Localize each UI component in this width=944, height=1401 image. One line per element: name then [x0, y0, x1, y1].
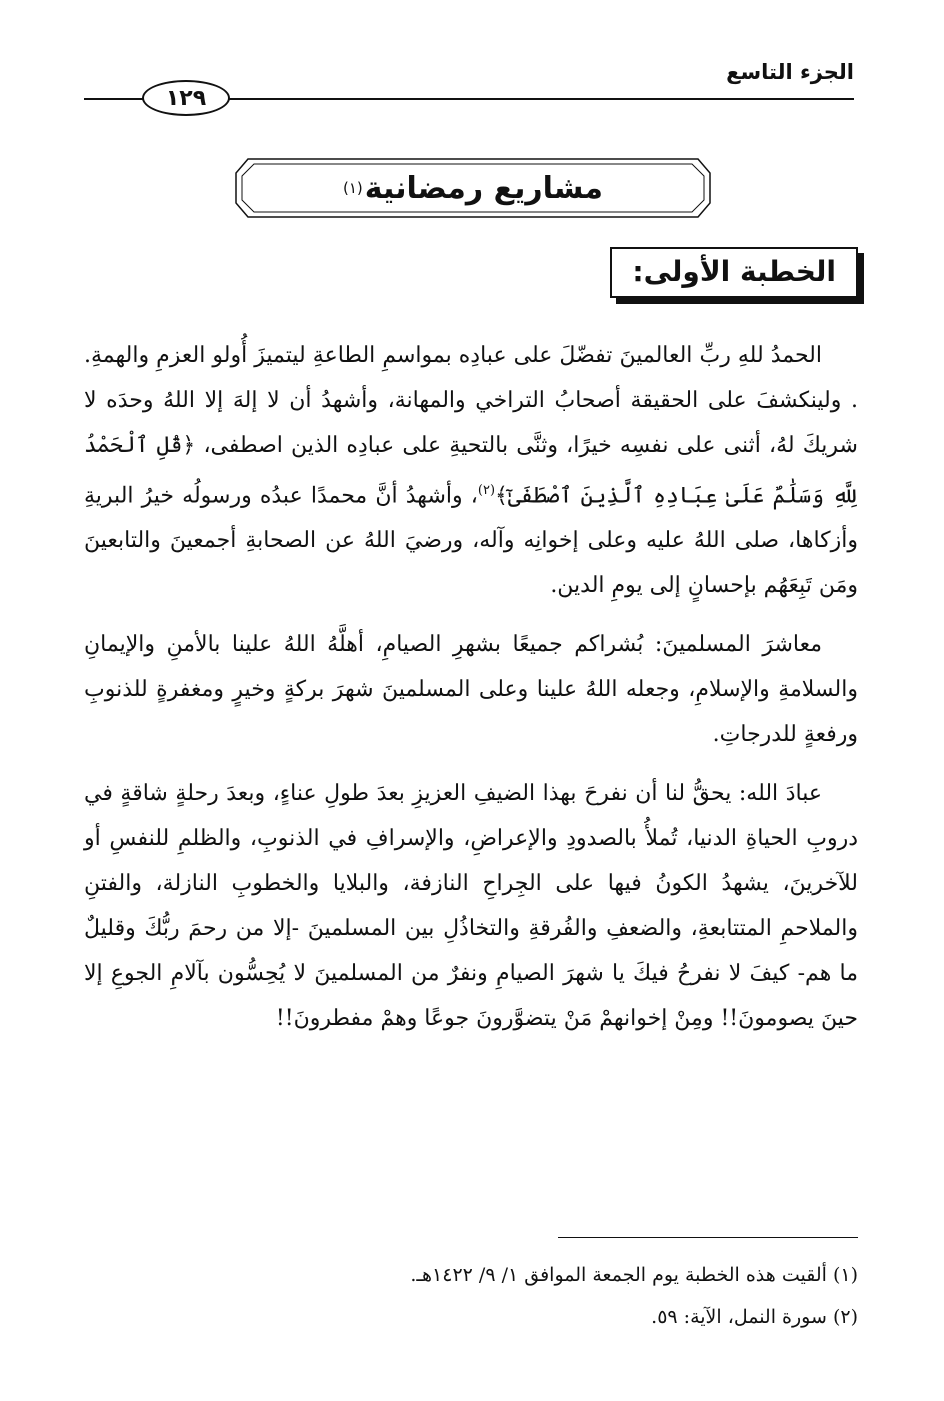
section-heading	[610, 247, 858, 311]
page-header	[84, 60, 854, 120]
chapter-title-box	[234, 157, 712, 219]
section-heading-box: الخطبة الأولى:	[610, 247, 858, 298]
footnote-2: (٢) سورة النمل، الآية: ٥٩.	[651, 1306, 858, 1328]
footnote-1: (١) ألقيت هذه الخطبة يوم الجمعة الموافق ١/ ٩/ ١٤٢٢هـ.	[410, 1264, 858, 1286]
body-text	[84, 333, 858, 1055]
paragraph-1	[84, 333, 858, 608]
paragraph-3: عبادَ الله: يحقُّ لنا أن نفرحَ بهذا الضيفِ العزيزِ بعدَ طولِ عناءٍ، وبعدَ رحلةٍ شاقةٍ في دروبِ الحياةِ الدنيا، تُملأُ بالصدودِ والإعراضِ، والإسرافِ في الذنوبِ، والظلمِ للنفسِ أو للآخرينَ، يشهدُ الكونُ فيها على الجِراحِ النازفة، والبلايا والخطوبِ النازلة، والفتنِ والملاحمِ المتتابعةِ، والضعفِ والفُرقةِ والتخاذُلِ بين المسلمينَ -إلا من رحمَ ربُّكَ وقليلٌ ما هم- كيفَ لا نفرحُ فيكَ يا شهرَ الصيامِ ونفرٌ من المسلمينَ لا يُحِسُّون بآلامِ الجوعِ إلا حينَ يصومونَ!! ومِنْ إخوانهمْ مَنْ يتضوَّرونَ جوعًا وهمْ مفطرونَ!!	[84, 781, 858, 1032]
footnote-rule	[558, 1237, 858, 1238]
title-footnote-marker: (١)	[343, 179, 363, 197]
chapter-title	[234, 157, 712, 219]
paragraph-1-part-2: ، وأشهدُ أنَّ محمدًا عبدُه ورسولُه خيرُ البريةِ وأزكاها، صلى اللهُ عليه وعلى إخوانِه وآله، ورضيَ اللهُ عن الصحابةِ أجمعينَ والتابعينَ ومَن تَبِعَهُم بإحسانٍ إلى يومِ الدين.	[84, 483, 858, 599]
page-number: ١٢٩	[142, 80, 230, 116]
running-title: الجزء التاسع	[726, 60, 854, 84]
verse-footnote-marker: (٢)	[477, 483, 496, 498]
footnotes	[88, 1254, 858, 1338]
chapter-title-text: مشاريع رمضانية	[364, 170, 603, 206]
paragraph-1-part-1: الحمدُ للهِ ربِّ العالمينَ تفضّلَ على عبادِه بمواسمِ الطاعةِ ليتميزَ أُولو العزمِ والهمةِ. . ولينكشفَ على الحقيقة أصحابُ التراخي والمهانة، وأشهدُ أن لا إلهَ إلا اللهُ وحدَه لا شريكَ لهُ، أثنى على نفسِه خيرًا، وثنَّى بالتحيةِ على عبادِه الذين اصطفى،	[84, 343, 858, 458]
paragraph-2: معاشرَ المسلمينَ: بُشراكم جميعًا بشهرِ الصيامِ، أهلَّهُ اللهُ علينا بالأمنِ والإيمانِ والسلامةِ والإسلامِ، وجعله اللهُ علينا وعلى المسلمينَ شهرَ بركةٍ وخيرٍ ومغفرةٍ للذنوبِ ورفعةٍ للدرجاتِ.	[84, 632, 858, 748]
quran-verse: ﴿قُلِ ٱلْحَمْدُ لِلَّهِ وَسَلَٰمٌ عَلَىٰ عِبَادِهِ ٱلَّذِينَ ٱصْطَفَىٰٓ﴾	[84, 433, 858, 509]
